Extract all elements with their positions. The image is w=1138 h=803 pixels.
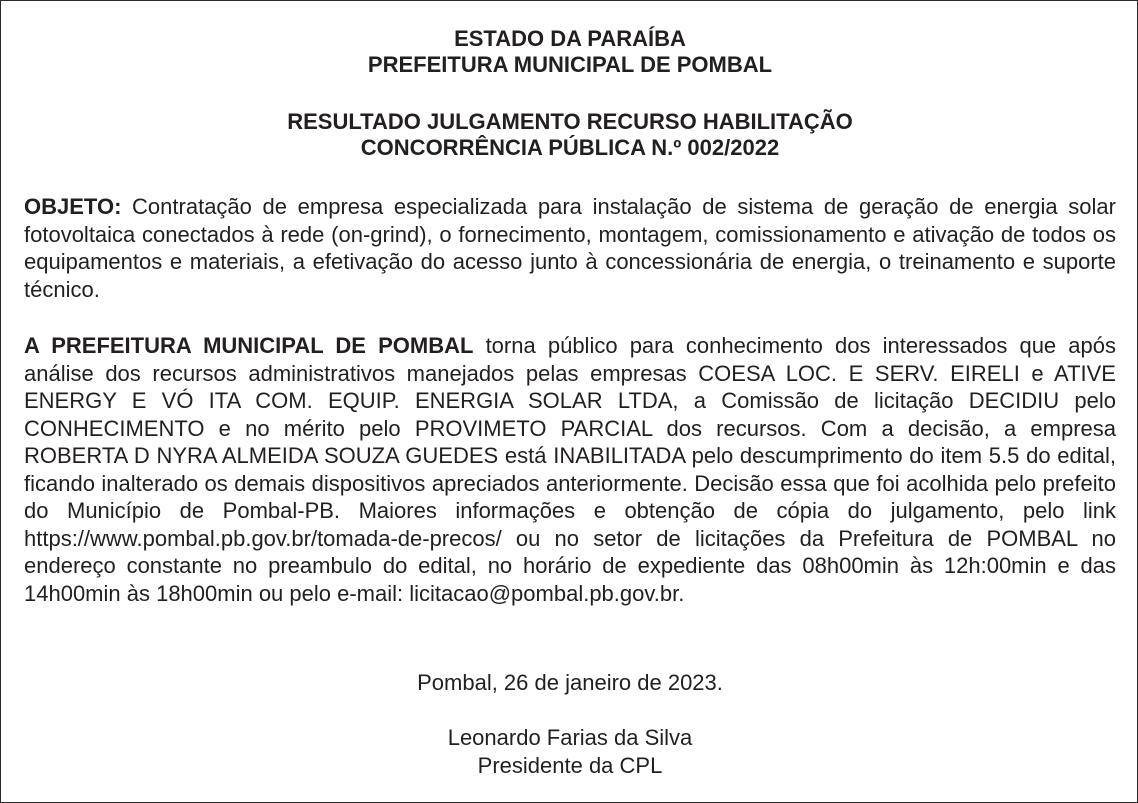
signatory-role: Presidente da CPL [477,753,663,778]
decision-text: torna público para conhecimento dos interessados que após análise dos recursos administrativos manejados pelas empresas COESA LOC. E SERV. EIRELI e ATIVE ENERGY E VÓ ITA COM. EQUIP. ENERGIA SOLAR LTDA, a Comissão de licitação DECIDIU pelo CONHECIMENTO e no mérito pelo PROVIMETO PARCIAL dos recursos. Com a decisão, a empresa ROBERTA D NYRA ALMEIDA SOUZA GUEDES está INABILITADA pelo descumprimento do item 5.5 do edital, ficando inalterado os demais dispositivos apreciados anteriormente. Decisão essa que foi acolhida pelo prefeito do Município de Pombal-PB. Maiores informações e obtenção de cópia do julgamento, pelo link https://www.pombal.pb.gov.br/tomada-de-precos/ ou no setor de licitações da Prefeitura de POMBAL no endereço constante no preambulo do edital, no horário de expediente das 08h00min às 12h:00min e das 14h00min às 18h00min ou pelo e-mail: licitacao@pombal.pb.gov.br. [24,333,1117,606]
objeto-paragraph [24,193,1116,303]
decision-lead: A PREFEITURA MUNICIPAL DE POMBAL [24,333,474,358]
objeto-text: Contratação de empresa especializada para instalação de sistema de geração de energia solar fotovoltaica conectados à rede (on-grind), o fornecimento, montagem, comissionamento e ativação de todos os equipamentos e materiais, a efetivação do acesso junto à concessionária de energia, o treinamento e suporte técnico. [24,194,1116,302]
notice-title [24,109,1116,161]
title-line-1: RESULTADO JULGAMENTO RECURSO HABILITAÇÃO [287,109,853,134]
title-line-2: CONCORRÊNCIA PÚBLICA N.º 002/2022 [360,135,780,160]
state-name: ESTADO DA PARAÍBA [454,26,686,51]
issuer-header [24,26,1116,78]
decision-paragraph [24,332,1116,607]
signatory-name: Leonardo Farias da Silva [447,725,693,750]
signature-block [24,724,1116,780]
objeto-label: OBJETO: [24,194,122,219]
municipality-name: PREFEITURA MUNICIPAL DE POMBAL [367,52,773,77]
date-line: Pombal, 26 de janeiro de 2023. [417,670,723,695]
